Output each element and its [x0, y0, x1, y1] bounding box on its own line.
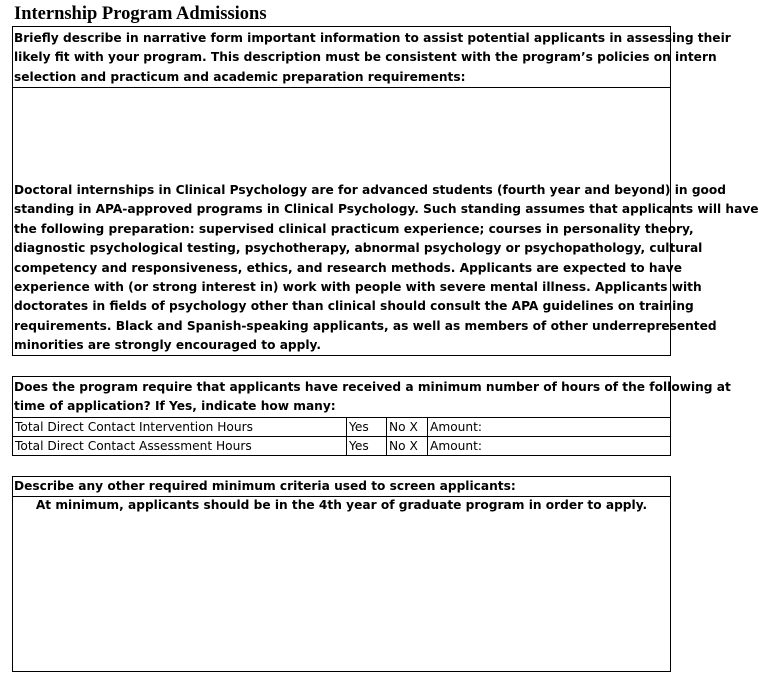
- description-prompt-box: [12, 26, 731, 88]
- answer-line: minorities are strongly encouraged to apply.: [14, 338, 322, 353]
- no-option[interactable]: No X: [387, 418, 428, 437]
- description-answer-box: [12, 87, 759, 356]
- answer-line: requirements. Black and Spanish-speaking applicants, as well as members of other underrepresented: [14, 318, 717, 333]
- description-prompt: [13, 29, 731, 87]
- answer-line: the following preparation: supervised clinical practicum experience; courses in personality theory,: [14, 221, 694, 236]
- yes-option[interactable]: Yes: [347, 437, 387, 456]
- yes-option[interactable]: Yes: [347, 418, 387, 437]
- table-row: [13, 418, 671, 437]
- question-line: time of application? If Yes, indicate how many:: [14, 399, 336, 414]
- answer-line: diagnostic psychological testing, psychotherapy, abnormal psychology or psychopathology, cultural: [14, 241, 703, 256]
- question-line: Does the program require that applicants have received a minimum number of hours of the following at: [14, 380, 731, 394]
- prompt-line: selection and practicum and academic preparation requirements:: [14, 69, 466, 84]
- answer-line: doctorates in fields of psychology other than clinical should consult the APA guidelines on training: [14, 299, 694, 314]
- hours-label: Total Direct Contact Assessment Hours: [13, 437, 347, 456]
- answer-line: Doctoral internships in Clinical Psychology are for advanced students (fourth year and beyond) in good: [14, 183, 727, 197]
- hours-question-box: [12, 376, 731, 418]
- prompt-line: likely fit with your program. This description must be consistent with the program’s policies on intern: [14, 50, 717, 65]
- amount-field[interactable]: Amount:: [428, 437, 671, 456]
- answer-line: experience with (or strong interest in) work with people with severe mental illness. Applicants with: [14, 279, 702, 294]
- hours-table: [12, 417, 671, 456]
- description-answer: [13, 181, 759, 356]
- no-option[interactable]: No X: [387, 437, 428, 456]
- criteria-prompt-box: [12, 476, 671, 497]
- prompt-line: Briefly describe in narrative form important information to assist potential applicants in assessing their: [14, 31, 731, 45]
- answer-line: standing in APA-approved programs in Clinical Psychology. Such standing assumes that applicants will have: [14, 202, 759, 217]
- criteria-prompt: Describe any other required minimum criteria used to screen applicants:: [14, 479, 516, 493]
- page-title: Internship Program Admissions: [14, 4, 267, 24]
- table-row: [13, 437, 671, 456]
- hours-question: [13, 378, 731, 417]
- amount-field[interactable]: Amount:: [428, 418, 671, 437]
- criteria-answer: At minimum, applicants should be in the 4th year of graduate program in order to apply.: [35, 498, 648, 512]
- hours-label: Total Direct Contact Intervention Hours: [13, 418, 347, 437]
- answer-line: competency and responsiveness, ethics, and research methods. Applicants are expected to have: [14, 260, 683, 275]
- criteria-answer-box: [12, 496, 671, 672]
